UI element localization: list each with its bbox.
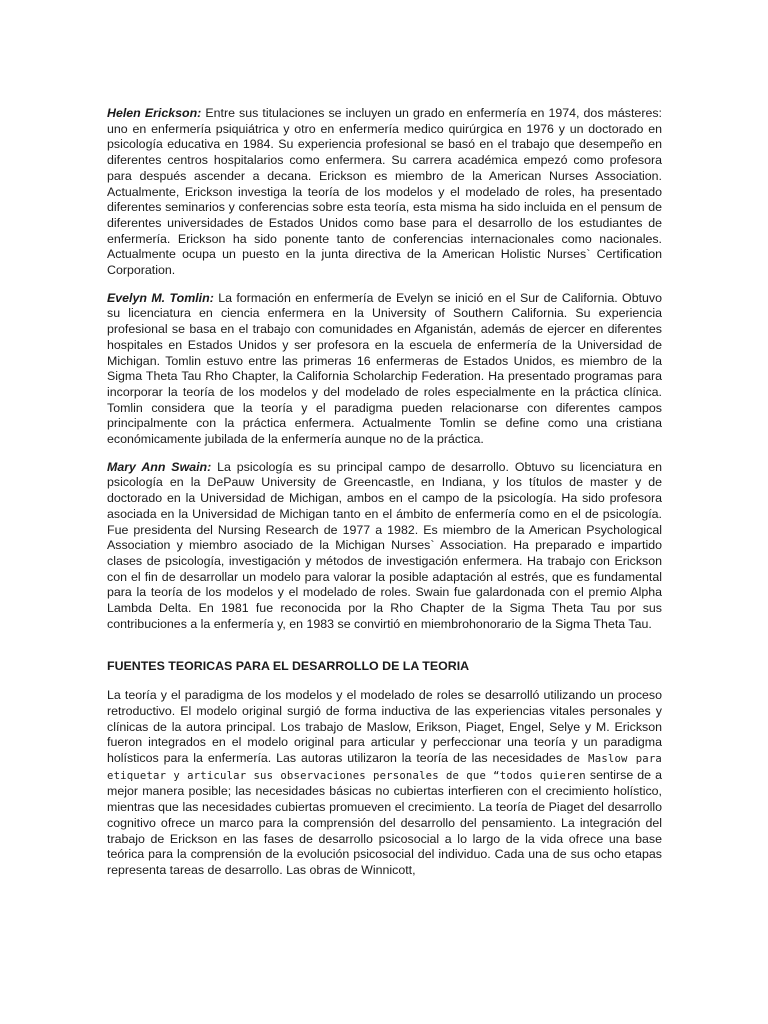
- section-body-paragraph: [107, 688, 662, 878]
- section-heading: FUENTES TEORICAS PARA EL DESARROLLO DE LA TEORIA: [107, 658, 470, 673]
- bio-text-swain: La psicología es su principal campo de desarrollo. Obtuvo su licenciatura en psicología en la DePauw University de Greencastle, en Indiana, y los títulos de master y de doctorado en la Universidad de Michigan, ambos en el campo de la psicología. Ha sido profesora asociada en la Universidad de Michigan tanto en el ámbito de enfermería como en el de psicología. Fue presidenta del Nursing Research de 1977 a 1982. Es miembro de la American Psychological Association y miembro asociado de la Michigan Nurses` Association. Ha preparado e impartido clases de psicología, investigación y métodos de investigación enfermera. Ha trabajo con Erickson con el fin de desarrollar un modelo para valorar la posible adaptación al estrés, que es fundamental para la teoría de los modelos y el modelado de roles. Swain fue galardonada con el premio Alpha Lambda Delta. En 1981 fue reconocida por la Rho Chapter de la Sigma Theta Tau por sus contribuciones a la enfermería y, en 1983 se convirtió en miembrohonorario de la Sigma Theta Tau.: [107, 459, 662, 631]
- bio-text-tomlin: La formación en enfermería de Evelyn se inició en el Sur de California. Obtuvo su licenciatura en ciencia enfermera en la University of Southern California. Su experiencia profesional se basa en el trabajo con comunidades en Afganistán, además de ejercer en diferentes hospitales en Estados Unidos y ser profesora en la escuela de enfermería de la Universidad de Michigan. Tomlin estuvo entre las primeras 16 enfermeras de Estados Unidos, es miembro de la Sigma Theta Tau Rho Chapter, la California Scholarchip Federation. Ha presentado programas para incorporar la teoría de los modelos y del modelado de roles especialmente en la práctica clínica. Tomlin considera que la teoría y el paradigma pueden relacionarse con diferentes campos principalmente con la práctica enfermera. Actualmente Tomlin se define como una cristiana económicamente jubilada de la enfermería aunque no de la práctica.: [107, 290, 663, 447]
- document-page: [107, 106, 662, 891]
- bio-paragraph-tomlin: [107, 291, 662, 448]
- bio-paragraph-swain: [107, 460, 662, 633]
- bio-name-erickson: Helen Erickson:: [107, 106, 202, 120]
- bio-name-swain: Mary Ann Swain:: [107, 459, 212, 474]
- bio-paragraph-erickson: [107, 106, 662, 279]
- section-body-text-mono: de Maslow para etiquetar y articular sus observaciones personales de que “todos quieren: [107, 753, 663, 782]
- bio-name-tomlin: Evelyn M. Tomlin:: [107, 290, 214, 305]
- section-body-text-part2: sentirse de a mejor manera posible; las necesidades básicas no cubiertas interfieren con el crecimiento holístico, mientras que las necesidades cubiertas promueven el crecimiento. La teoría de Piaget del desarrollo cognitivo ofrece un marco para la comprensión del desarrollo del pensamiento. La integración del trabajo de Erickson en las fases de desarrollo psicosocial a lo largo de la vida ofrece una base teórica para la comprensión de la evolución psicosocial del individuo. Cada una de sus ocho etapas representa tareas de desarrollo. Las obras de Winnicott,: [107, 767, 662, 877]
- bio-text-erickson: Entre sus titulaciones se incluyen un grado en enfermería en 1974, dos másteres: uno en enfermería psiquiátrica y otro en enfermería medico quirúrgica en 1976 y un doctorado en psicología educativa en 1984. Su experiencia profesional se basó en el trabajo que desempeño en diferentes centros hospitalarios como enfermera. Su carrera académica empezó como profesora para después ascender a decana. Erickson es miembro de la American Nurses Association. Actualmente, Erickson investiga la teoría de los modelos y el modelado de roles, ha presentado diferentes seminarios y conferencias sobre esta teoría, esta misma ha sido incluida en el pensum de diferentes universidades de Estados Unidos como base para el desarrollo de los estudiantes de enfermería. Erickson ha sido ponente tanto de conferencias internacionales como nacionales. Actualmente ocupa un puesto en la junta directiva de la American Holistic Nurses` Certification Corporation.: [107, 106, 662, 278]
- section-body-text-part1: La teoría y el paradigma de los modelos y el modelado de roles se desarrolló utilizando un proceso retroductivo. El modelo original surgió de forma inductiva de las experiencias vitales personales y clínicas de la autora principal. Los trabajo de Maslow, Erikson, Piaget, Engel, Selye y M. Erickson fueron integrados en el modelo original para articular y perfeccionar una teoría y un paradigma holísticos para la enfermería. Las autoras utilizaron la teoría de las necesidades: [107, 688, 662, 766]
